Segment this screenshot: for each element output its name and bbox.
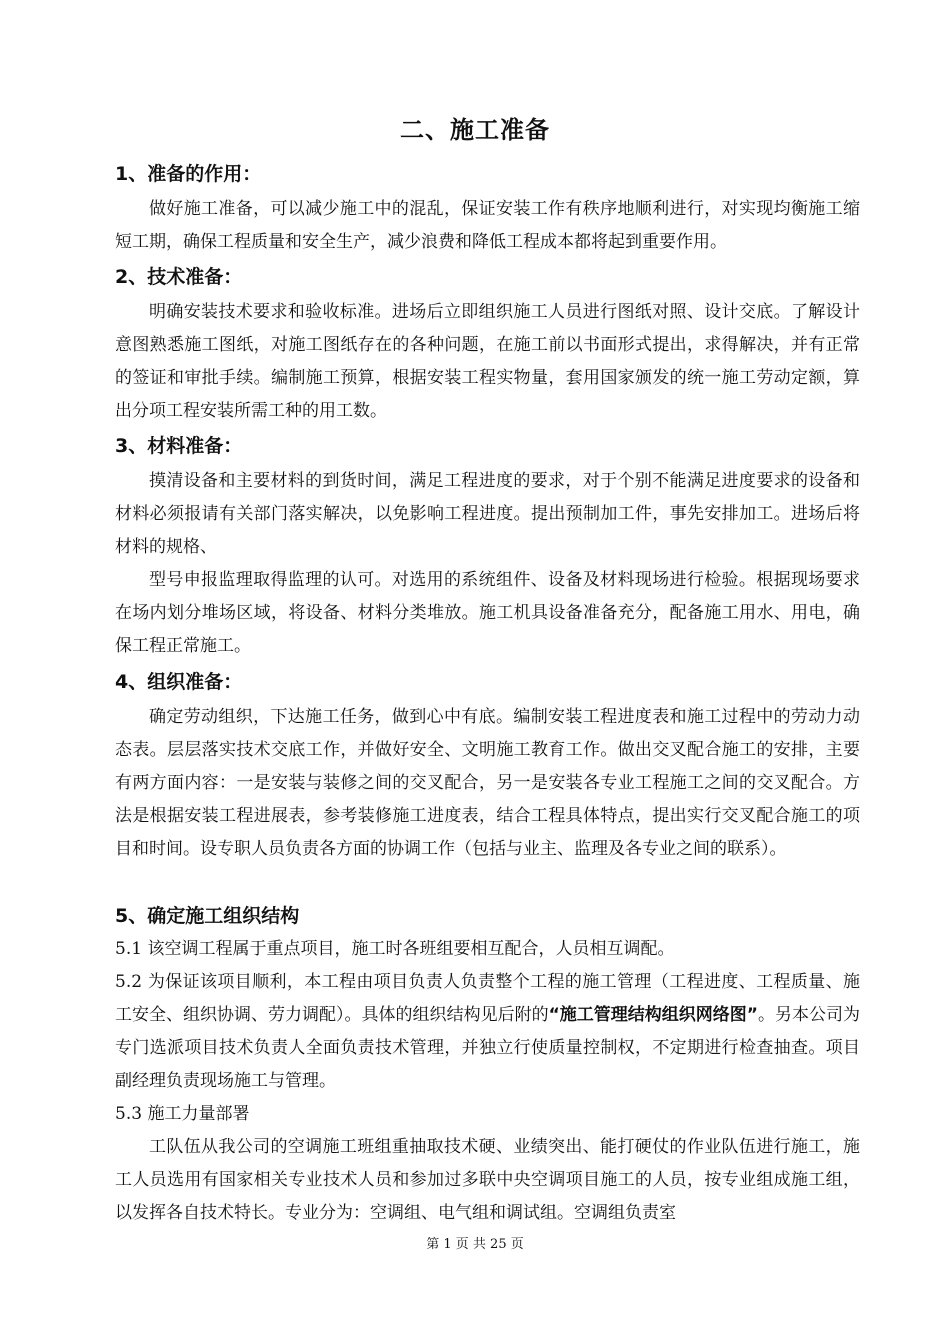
section-4-heading: 4、组织准备： [115,671,243,693]
page-title: 二、施工准备 [400,116,550,144]
section-3-paragraph-1: 摸清设备和主要材料的到货时间，满足工程进度的要求，对于个别不能满足进度要求的设备和材料必须报请有关部门落实解决，以免影响工程进度。提出预制加工件，事先安排加工。进场后将材料的规格、 [115,471,860,557]
section-2-heading: 2、技术准备： [115,266,243,288]
item-5-2-reference: “施工管理结构组织网络图” [548,1005,758,1025]
page-footer: 第 1 页 共 25 页 [426,1237,524,1252]
section-5-heading: 5、确定施工组织结构 [115,905,300,927]
section-3-heading: 3、材料准备： [115,435,243,457]
section-2-paragraph: 明确安装技术要求和验收标准。进场后立即组织施工人员进行图纸对照、设计交底。了解设计意图熟悉施工图纸，对施工图纸存在的各种问题，在施工前以书面形式提出，求得解决，并有正常的签证和审批手续。编制施工预算，根据安装工程实物量，套用国家颁发的统一施工劳动定额，算出分项工程安装所需工种的用工数。 [115,302,860,421]
item-5-3-paragraph: 工队伍从我公司的空调施工班组重抽取技术硬、业绩突出、能打硬仗的作业队伍进行施工，施工人员选用有国家相关专业技术人员和参加过多联中央空调项目施工的人员，按专业组成施工组，以发挥各自技术特长。专业分为：空调组、电气组和调试组。空调组负责室 [115,1137,860,1223]
section-1-paragraph: 做好施工准备，可以减少施工中的混乱，保证安装工作有秩序地顺利进行，对实现均衡施工缩短工期，确保工程质量和安全生产，减少浪费和降低工程成本都将起到重要作用。 [115,199,860,252]
item-5-1: 5.1 该空调工程属于重点项目，施工时各班组要相互配合，人员相互调配。 [115,939,675,959]
item-5-2 [115,966,860,1098]
item-5-3: 5.3 施工力量部署 [115,1104,250,1124]
section-3-paragraph-2: 型号申报监理取得监理的认可。对选用的系统组件、设备及材料现场进行检验。根据现场要求在场内划分堆场区域，将设备、材料分类堆放。施工机具设备准备充分，配备施工用水、用电，确保工程正常施工。 [115,570,860,656]
item-5-2-text: 5.2 为保证该项目顺利，本工程由项目负责人负责整个工程的施工管理（工程进度、工程质量、施工安全、组织协调、劳力调配）。具体的组织结构见后附的 [115,972,860,1025]
section-1-heading: 1、准备的作用： [115,163,262,185]
item-5-2-text-continued: 。另本公司为专门选派项目技术负责人全面负责技术管理，并独立行使质量控制权，不定期进行检查抽查。项目副经理负责现场施工与管理。 [115,1005,861,1091]
section-4-paragraph: 确定劳动组织，下达施工任务，做到心中有底。编制安装工程进度表和施工过程中的劳动力动态表。层层落实技术交底工作，并做好安全、文明施工教育工作。做出交叉配合施工的安排，主要有两方面内容：一是安装与装修之间的交叉配合，另一是安装各专业工程施工之间的交叉配合。方法是根据安装工程进展表，参考装修施工进度表，结合工程具体特点，提出实行交叉配合施工的项目和时间。设专职人员负责各方面的协调工作（包括与业主、监理及各专业之间的联系）。 [115,707,860,859]
